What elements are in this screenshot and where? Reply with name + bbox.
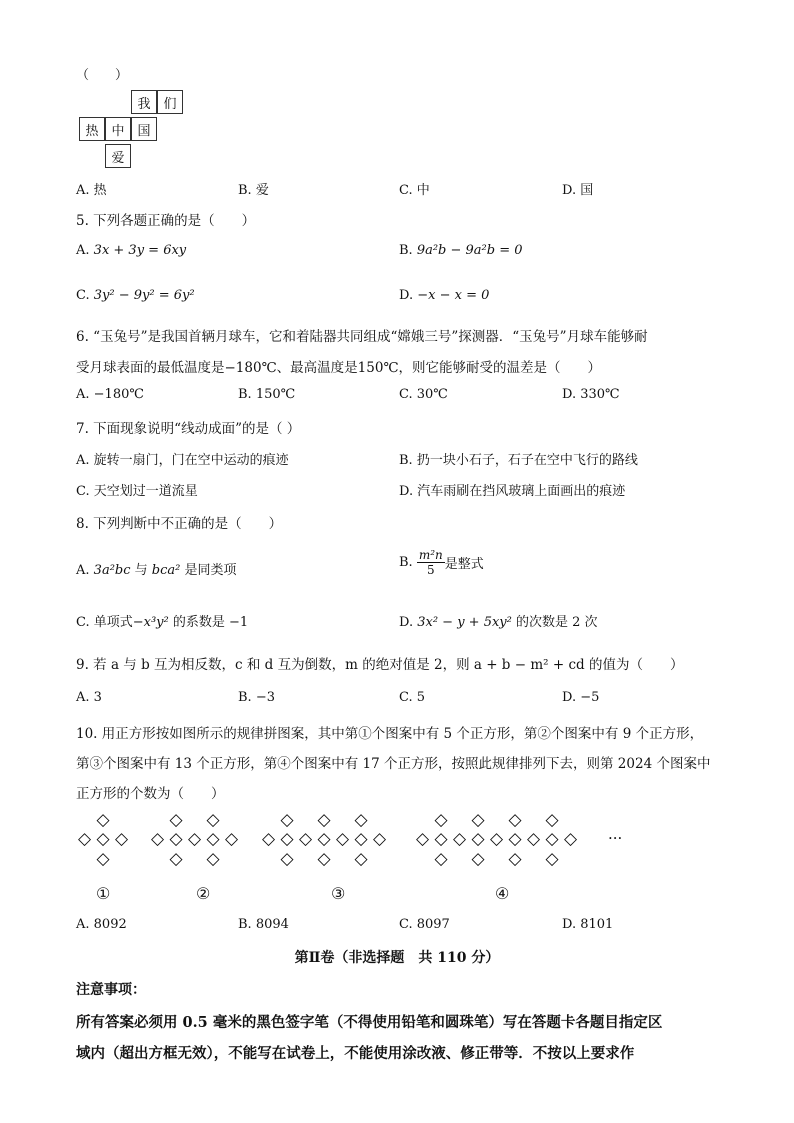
diamond-square-icon: ◇ xyxy=(206,849,220,869)
diamond-square-icon: ◇ xyxy=(262,829,276,849)
diamond-square-icon: ◇ xyxy=(78,829,92,849)
figure-label-4: ④ xyxy=(495,884,510,903)
net-cell: 爱 xyxy=(105,144,131,168)
q8-a-math2: bca² xyxy=(151,563,181,578)
q10-option-d: D. 8101 xyxy=(562,917,614,932)
net-cell: 我 xyxy=(131,90,157,114)
q8-option-d xyxy=(399,611,598,630)
diamond-square-icon: ◇ xyxy=(336,829,350,849)
q9-option-d: D. −5 xyxy=(562,690,600,705)
q8-b-denominator: 5 xyxy=(426,563,435,577)
q5-c-label: C. xyxy=(76,288,90,303)
q10-line1: 10. 用正方形按如图所示的规律拼图案，其中第①个图案中有 5 个正方形，第②个图案中有 9 个正方形， xyxy=(76,726,704,742)
diamond-square-icon: ◇ xyxy=(317,829,331,849)
q7-stem: 7. 下面现象说明“线动成面”的是（ ） xyxy=(76,421,301,437)
diamond-square-icon: ◇ xyxy=(96,849,110,869)
diamond-square-icon: ◇ xyxy=(434,849,448,869)
q8-stem: 8. 下列判断中不正确的是（ ） xyxy=(76,516,283,532)
diamond-square-icon: ◇ xyxy=(151,829,165,849)
q5-b-math: 9a²b − 9a²b = 0 xyxy=(416,243,523,258)
q8-c-tail: 的系数是 −1 xyxy=(168,615,249,630)
diamond-square-icon: ◇ xyxy=(354,810,368,830)
diamond-square-icon: ◇ xyxy=(434,829,448,849)
diamond-square-icon: ◇ xyxy=(280,810,294,830)
q5-option-d xyxy=(399,288,489,303)
q4-option-c: C. 中 xyxy=(399,183,430,198)
q7-option-c: C. 天空划过一道流星 xyxy=(76,484,198,499)
diamond-square-icon: ◇ xyxy=(96,829,110,849)
diamond-square-icon: ◇ xyxy=(169,829,183,849)
q10-line3: 正方形的个数为（ ） xyxy=(76,786,225,802)
diamond-square-icon: ◇ xyxy=(471,849,485,869)
figure-label-1: ① xyxy=(96,884,111,903)
net-cell: 热 xyxy=(79,117,105,141)
q5-stem: 5. 下列各题正确的是（ ） xyxy=(76,213,256,229)
diamond-square-icon: ◇ xyxy=(206,829,220,849)
q5-c-math: 3y² − 9y² = 6y² xyxy=(93,288,195,303)
notice-line-1: 所有答案必须用 0.5 毫米的黑色签字笔（不得使用铅笔和圆珠笔）写在答题卡各题目指定区 xyxy=(76,1014,663,1031)
q7-option-b: B. 扔一块小石子，石子在空中飞行的路线 xyxy=(399,453,638,468)
q5-a-math: 3x + 3y = 6xy xyxy=(93,243,187,258)
q5-option-c xyxy=(76,288,195,303)
net-cell: 们 xyxy=(157,90,183,114)
q8-b-label: B. xyxy=(399,555,413,570)
q8-d-label: D. xyxy=(399,615,414,630)
figure-label-2: ② xyxy=(196,884,211,903)
q4-paren: （ ） xyxy=(76,68,129,83)
q8-b-tail: 是整式 xyxy=(444,557,484,572)
q8-a-math: 3a²bc xyxy=(93,563,131,578)
q7-option-a: A. 旋转一扇门，门在空中运动的痕迹 xyxy=(76,453,289,468)
diamond-square-icon: ◇ xyxy=(471,829,485,849)
q6-line2: 受月球表面的最低温度是−180℃、最高温度是150℃，则它能够耐受的温差是（ ） xyxy=(76,360,602,376)
diamond-square-icon: ◇ xyxy=(564,829,578,849)
diamond-square-icon: ◇ xyxy=(317,849,331,869)
diamond-square-icon: ◇ xyxy=(508,849,522,869)
q8-b-fraction xyxy=(417,548,445,577)
q8-option-b xyxy=(399,548,484,577)
q4-option-d: D. 国 xyxy=(562,183,594,198)
q9-stem: 9. 若 a 与 b 互为相反数，c 和 d 互为倒数，m 的绝对值是 2，则 a + b − m² + cd 的值为（ ） xyxy=(76,657,684,673)
q9-option-b: B. −3 xyxy=(238,690,275,705)
diamond-square-icon: ◇ xyxy=(96,810,110,830)
diamond-square-icon: ◇ xyxy=(545,810,559,830)
diamond-square-icon: ◇ xyxy=(508,810,522,830)
q8-d-math: 3x² − y + 5xy² xyxy=(417,615,512,630)
pattern-ellipsis: ··· xyxy=(608,829,623,847)
q8-d-tail: 的次数是 2 次 xyxy=(511,615,598,630)
q5-option-a xyxy=(76,243,186,258)
q7-option-d: D. 汽车雨刷在挡风玻璃上面画出的痕迹 xyxy=(399,484,626,499)
q8-a-label: A. xyxy=(76,563,90,578)
notice-line-2: 域内（超出方框无效），不能写在试卷上，不能使用涂改液、修正带等．不按以上要求作 xyxy=(76,1045,635,1062)
diamond-square-icon: ◇ xyxy=(545,829,559,849)
q5-d-math: −x − x = 0 xyxy=(417,288,490,303)
q8-option-c xyxy=(76,611,248,630)
diamond-square-icon: ◇ xyxy=(169,810,183,830)
q8-c-math: −x³y² xyxy=(132,615,169,630)
q8-c-text: C. 单项式 xyxy=(76,615,133,630)
diamond-square-icon: ◇ xyxy=(169,849,183,869)
notice-title: 注意事项： xyxy=(76,982,146,998)
q5-d-label: D. xyxy=(399,288,414,303)
diamond-square-icon: ◇ xyxy=(545,849,559,869)
net-cell: 国 xyxy=(131,117,157,141)
q8-a-mid: 与 xyxy=(130,563,152,578)
diamond-square-icon: ◇ xyxy=(225,829,239,849)
diamond-square-icon: ◇ xyxy=(354,829,368,849)
q10-option-a: A. 8092 xyxy=(76,917,127,932)
q4-option-b: B. 爱 xyxy=(238,183,269,198)
q5-option-b xyxy=(399,243,523,258)
q10-option-b: B. 8094 xyxy=(238,917,289,932)
q8-b-numerator: m²n xyxy=(418,548,443,562)
q6-option-c: C. 30℃ xyxy=(399,387,448,402)
diamond-square-icon: ◇ xyxy=(490,829,504,849)
q4-option-a: A. 热 xyxy=(76,183,107,198)
diamond-square-icon: ◇ xyxy=(373,829,387,849)
q9-option-a: A. 3 xyxy=(76,690,102,705)
q6-option-d: D. 330℃ xyxy=(562,387,620,402)
diamond-square-icon: ◇ xyxy=(416,829,430,849)
q10-line2: 第③个图案中有 13 个正方形，第④个图案中有 17 个正方形，按照此规律排列下去，则第 2024 个图案中 xyxy=(76,756,711,772)
diamond-square-icon: ◇ xyxy=(471,810,485,830)
q10-option-c: C. 8097 xyxy=(399,917,450,932)
q6-option-b: B. 150℃ xyxy=(238,387,296,402)
diamond-square-icon: ◇ xyxy=(188,829,202,849)
diamond-square-icon: ◇ xyxy=(115,829,129,849)
net-cell: 中 xyxy=(105,117,131,141)
diamond-square-icon: ◇ xyxy=(453,829,467,849)
diamond-square-icon: ◇ xyxy=(317,810,331,830)
diamond-square-icon: ◇ xyxy=(354,849,368,869)
diamond-square-icon: ◇ xyxy=(434,810,448,830)
section-title: 第Ⅱ卷（非选择题 共 110 分） xyxy=(294,950,500,966)
figure-label-3: ③ xyxy=(331,884,346,903)
diamond-square-icon: ◇ xyxy=(280,829,294,849)
diamond-square-icon: ◇ xyxy=(527,829,541,849)
diamond-square-icon: ◇ xyxy=(508,829,522,849)
q9-option-c: C. 5 xyxy=(399,690,426,705)
diamond-square-icon: ◇ xyxy=(206,810,220,830)
q8-a-tail: 是同类项 xyxy=(180,563,237,578)
diamond-square-icon: ◇ xyxy=(280,849,294,869)
q5-a-label: A. xyxy=(76,243,90,258)
q6-option-a: A. −180℃ xyxy=(76,387,144,402)
q8-option-a xyxy=(76,559,237,578)
diamond-square-icon: ◇ xyxy=(299,829,313,849)
q6-line1: 6. “玉兔号”是我国首辆月球车，它和着陆器共同组成“嫦娥三号”探测器．“玉兔号”月球车能够耐 xyxy=(76,329,648,345)
q5-b-label: B. xyxy=(399,243,413,258)
